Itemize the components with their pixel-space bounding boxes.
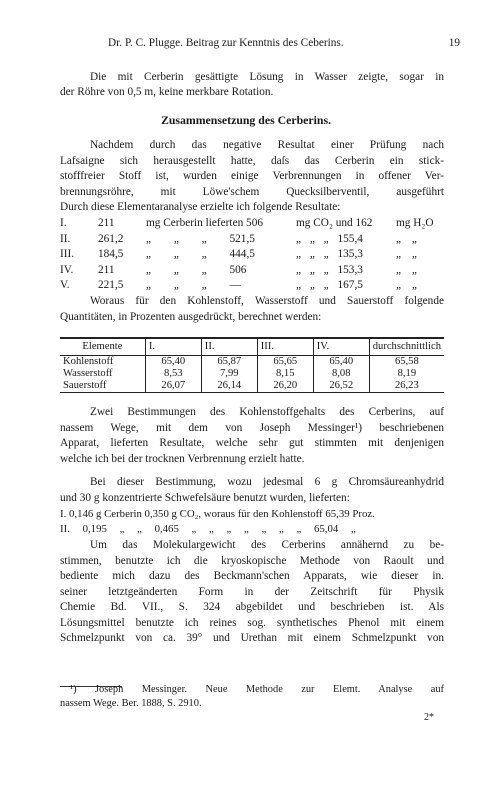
table-cell: 26,14 (201, 380, 257, 393)
result-mass: 211 (98, 217, 115, 229)
result-row (60, 263, 417, 277)
table-cell: 65,87 (201, 356, 257, 369)
element-table (60, 337, 444, 393)
section-heading: Zusammensetzung des Cerberins. (160, 113, 332, 127)
result-co2: „ „ „ 521,5 (146, 233, 255, 245)
result-row (60, 278, 417, 292)
signature-mark: 2* (424, 712, 434, 723)
table-row (60, 380, 444, 393)
result-co2: „ „ „ 506 (146, 264, 247, 276)
table-cell: 8,15 (257, 368, 313, 380)
result-unit: „ „ (396, 233, 417, 245)
table-cell: Wasserstoff (63, 368, 113, 379)
table-cell: 65,58 (369, 356, 444, 369)
paragraph-line: Schmelzpunkt von ca. 39° und Urethan mit einem Schmelzpunkt von (60, 632, 444, 644)
table-header: II. (201, 338, 257, 356)
result-unit: „ „ (396, 248, 417, 260)
paragraph-line: brennungsröhre, mit Löwe'schem Quecksilberventil, ausgeführt (60, 186, 444, 198)
result-co2: „ „ „ — (146, 279, 241, 291)
table-cell: 8,53 (145, 368, 201, 380)
result-h2o: mg CO₂ und 162 (296, 217, 373, 229)
paragraph-line: Woraus für den Kohlenstoff, Wasserstoff und Sauerstoff folgende (90, 295, 444, 307)
paragraph-line: Um das Molekulargewicht des Cerberins annähernd zu be- (90, 539, 444, 551)
result-number: II. (60, 233, 71, 245)
paragraph-line: Apparat, lieferten Resultate, welche sehr gut stimmten mit denjenigen (60, 437, 444, 449)
result-mass: 221,5 (98, 279, 124, 291)
table-cell: 65,40 (145, 356, 201, 369)
result-number: V. (60, 279, 70, 291)
table-cell: 26,52 (313, 380, 369, 393)
paragraph-line: Quantitäten, in Prozenten ausgedrückt, berechnet werden: (60, 311, 322, 323)
result-h2o: „ „ „ 155,4 (296, 233, 363, 245)
result-mass: 261,2 (98, 233, 124, 245)
result-h2o: „ „ „ 167,5 (296, 279, 363, 291)
table-header: III. (257, 338, 313, 356)
paragraph-line: stimmen, benutzte ich die kryoskopische Methode von Raoult und (60, 555, 444, 567)
intro-line: der Röhre von 0,5 m, keine merkbare Rotation. (60, 86, 274, 98)
wet-result-line: I. 0,146 g Cerberin 0,350 g CO₂, woraus für den Kohlenstoff 65,39 Proz. (60, 508, 375, 520)
paragraph-line: seiner letztgeänderten Form in der Zeitschrift für Physik (60, 586, 444, 598)
page-number: 19 (448, 37, 460, 49)
paragraph-line: nassem Wege, mit dem von Joseph Messinger¹) beschriebenen (60, 422, 444, 434)
table-cell: 65,65 (257, 356, 313, 369)
paragraph-line: Nachdem durch das negative Resultat einer Prüfung nach (90, 139, 444, 151)
table-cell: 26,07 (145, 380, 201, 393)
result-row (60, 232, 417, 246)
result-mass: 211 (98, 264, 115, 276)
paragraph-line: und 30 g konzentrierte Schwefelsäure benutzt wurden, lieferten: (60, 492, 350, 504)
table-cell: Kohlenstoff (63, 356, 114, 367)
paragraph-line: Durch diese Elementaranalyse erzielte ich folgende Resultate: (60, 201, 341, 213)
table-row (60, 356, 444, 369)
table-header-row (60, 338, 444, 356)
result-h2o: „ „ „ 153,3 (296, 264, 363, 276)
paragraph-line: Lafsaigne sich herausgestellt hatte, daſs das Cerberin ein stick- (60, 155, 444, 167)
table-header: durchschnittlich (369, 338, 444, 356)
result-number: III. (60, 248, 75, 260)
table-cell: 65,40 (313, 356, 369, 369)
footnote-line: ¹) Joseph Messinger. Neue Methode zur Elemt. Analyse auf (70, 684, 444, 695)
table-row (60, 368, 444, 380)
result-co2: mg Cerberin lieferten 506 (146, 217, 264, 229)
paragraph-line: welche ich bei der trocknen Verbrennung erzielt hatte. (60, 453, 305, 465)
paragraph-line: Chemie Bd. VII., S. 324 abgebildet und beschrieben ist. Als (60, 601, 444, 613)
result-unit: mg H₂O (396, 217, 434, 229)
paragraph-line: Bei dieser Bestimmung, wozu jedesmal 6 g Chromsäureanhydrid (90, 476, 444, 488)
result-h2o: „ „ „ 135,3 (296, 248, 363, 260)
table-cell: 8,19 (369, 368, 444, 380)
table-cell: 26,20 (257, 380, 313, 393)
result-number: I. (60, 217, 67, 229)
table-header: I. (145, 338, 201, 356)
paragraph-line: Lösungsmittel benutzte ich reines sog. synthetisches Phenol mit einem (60, 617, 444, 629)
result-co2: „ „ „ 444,5 (146, 248, 255, 260)
table-cell: 7,99 (201, 368, 257, 380)
paragraph-line: stofffreier Stoff ist, wurden einige Verbrennungen in offener Ver- (60, 170, 444, 182)
footnote-line: nassem Wege. Ber. 1888, S. 2910. (60, 698, 202, 709)
table-cell: Sauerstoff (60, 380, 145, 393)
result-number: IV. (60, 264, 74, 276)
result-unit: „ „ (396, 279, 417, 291)
header-title: Dr. P. C. Plugge. Beitrag zur Kenntnis des Ceberins. (108, 37, 344, 49)
paragraph-line: bediente mich dazu des Beckmann'schen Apparats, wie dieser in. (60, 570, 444, 582)
result-unit: „ „ (396, 264, 417, 276)
table-cell: 8,08 (313, 368, 369, 380)
result-row (60, 216, 434, 230)
paragraph-line: Zwei Bestimmungen des Kohlenstoffgehalts des Cerberins, auf (90, 406, 444, 418)
wet-result-line: II. 0,195 „ „ 0,465 „ „ „ „ „ „ „ 65,04 „ (60, 523, 356, 535)
running-header (108, 37, 460, 49)
table-cell: 26,23 (369, 380, 444, 393)
intro-line: Die mit Cerberin gesättigte Lösung in Wasser zeigte, sogar in (90, 71, 444, 83)
table-header: Elemente (82, 341, 123, 352)
table-header: IV. (313, 338, 369, 356)
result-row (60, 247, 417, 261)
result-mass: 184,5 (98, 248, 124, 260)
